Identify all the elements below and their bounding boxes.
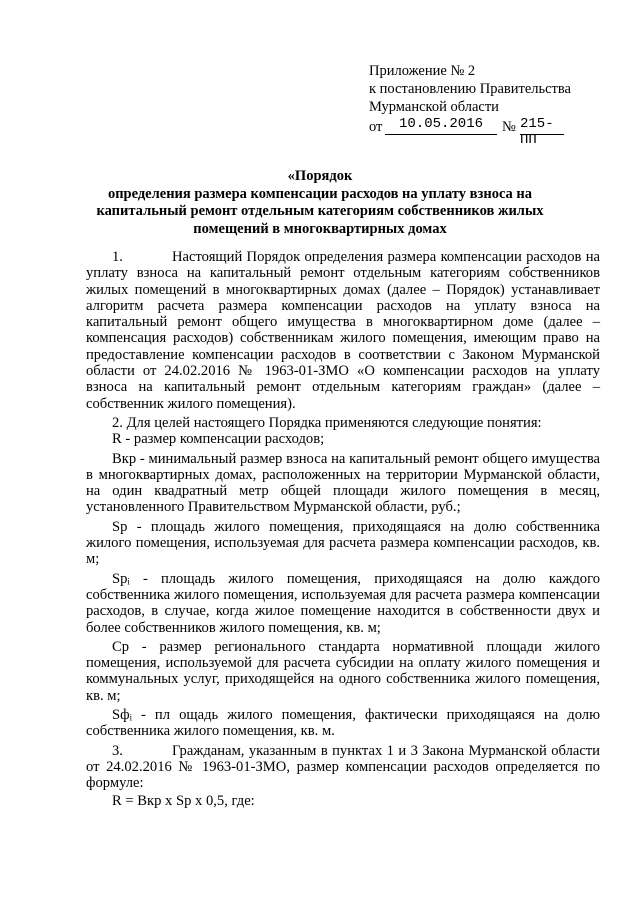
annex-date-line bbox=[369, 116, 571, 148]
title-line-1: «Порядок bbox=[287, 168, 353, 184]
annex-decree: к постановлению Правительства bbox=[369, 81, 571, 97]
annex-date: 10.05.2016 bbox=[385, 116, 497, 135]
definition-sfi: Sфᵢ - пл ощадь жилого помещения, фактически приходящаяся на долю собственника жилого помещения, кв. м. bbox=[86, 707, 600, 740]
definition-vkr: Вкр - минимальный размер взноса на капитальный ремонт общего имущества в многоквартирных домах, расположенных на территории Мурманской области, на один квадратный метр общей площади жилого помещения в месяц, установленного Правительством Мурманской области, руб.; bbox=[86, 450, 600, 516]
title-line-2: определения размера компенсации расходов на уплату взноса на bbox=[107, 185, 533, 202]
paragraph-1-number: 1. bbox=[112, 249, 123, 265]
paragraph-3 bbox=[86, 743, 600, 792]
definition-spi: Spᵢ - площадь жилого помещения, приходящаяся на долю каждого собственника жилого помещения, используемая для расчета размера компенсации расходов, в случае, когда жилое помещение находится в собственности двух и более собственников жилого помещения, кв. м; bbox=[86, 570, 600, 636]
annex-number: 215-ПП bbox=[520, 116, 564, 135]
definition-r: R - размер компенсации расходов; bbox=[112, 431, 325, 448]
paragraph-3-number: 3. bbox=[112, 742, 123, 759]
paragraph-1 bbox=[86, 249, 600, 412]
definition-sp: Sp - площадь жилого помещения, приходящаяся на долю собственника жилого помещения, используемая для расчета размера компенсации расходов, кв. м; bbox=[86, 518, 600, 568]
formula: R = Вкр х Sp х 0,5, где: bbox=[112, 792, 255, 809]
title-line-4: помещений в многоквартирных домах bbox=[193, 220, 447, 237]
annex-ot: от bbox=[369, 119, 383, 135]
annex-region: Мурманской области bbox=[369, 99, 499, 115]
document-body bbox=[86, 249, 600, 809]
annex-header bbox=[369, 62, 571, 148]
annex-number-sign: № bbox=[502, 119, 516, 135]
paragraph-3-text: Гражданам, указанным в пунктах 1 и 3 Закона Мурманской области от 24.02.2016 № 1963-01-ЗМО, размер компенсации расходов определяется по формуле: bbox=[86, 742, 600, 792]
paragraph-2: 2. Для целей настоящего Порядка применяются следующие понятия: bbox=[112, 414, 542, 431]
annex-title: Приложение № 2 bbox=[369, 63, 476, 79]
document-title bbox=[70, 168, 570, 238]
title-line-3: капитальный ремонт отдельным категориям собственников жилых bbox=[96, 203, 544, 219]
definition-cp: Ср - размер регионального стандарта нормативной площади жилого помещения, используемой для расчета субсидии на оплату жилого помещения и коммунальных услуг, приходящейся на одного собственника жилого помещения, кв. м; bbox=[86, 638, 600, 704]
paragraph-1-text: Настоящий Порядок определения размера компенсации расходов на уплату взноса на капитальный ремонт отдельным категориям собственников жилых помещений в многоквартирных домах (далее – Порядок) устанавливает алгоритм расчета размера компенсации расходов на уплату взноса на капитальный ремонт общего имущества в многоквартирном доме (далее – компенсация расходов) собственникам жилого помещения, имеющим право на предоставление компенсации расходов в соответствии с Законом Мурманской области от 24.02.2016 № 1963-01-ЗМО «О компенсации расходов на уплату взноса на капитальный ремонт отдельным категориям граждан» (далее – собственник жилого помещения). bbox=[86, 249, 600, 412]
